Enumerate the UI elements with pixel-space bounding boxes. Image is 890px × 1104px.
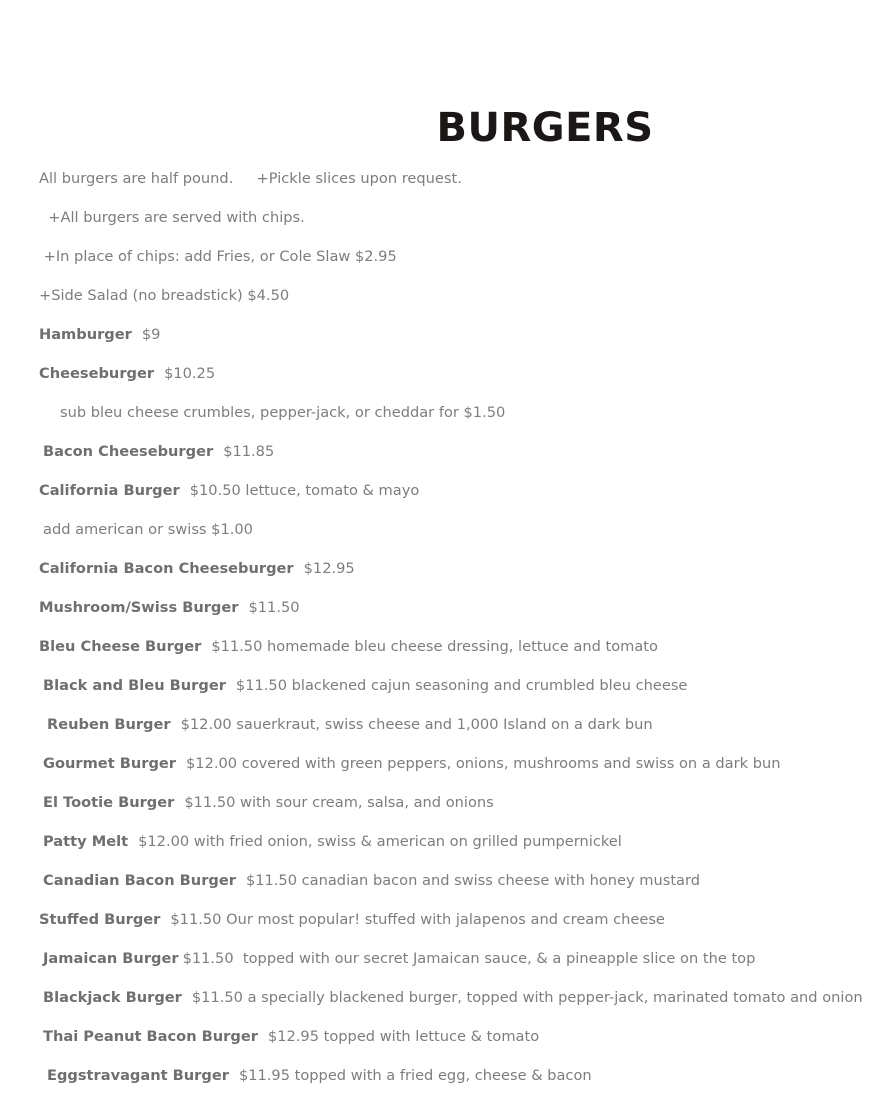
menu-item-bleu-cheese-burger: Bleu Cheese Burger $11.50 homemade bleu cheese dressing, lettuce and tomato xyxy=(39,638,658,655)
menu-item-california-bacon-cheeseburger: California Bacon Cheeseburger $12.95 xyxy=(39,560,355,577)
menu-item-bacon-cheeseburger: Bacon Cheeseburger $11.85 xyxy=(43,443,275,460)
menu-item-el-tootie-burger: El Tootie Burger $11.50 with sour cream, salsa, and onions xyxy=(43,794,494,811)
menu-item-note: sub bleu cheese crumbles, pepper-jack, or cheddar for $1.50 xyxy=(60,404,506,421)
menu-item-jamaican-burger: Jamaican Burger $11.50 topped with our secret Jamaican sauce, & a pineapple slice on the top xyxy=(43,950,756,967)
burger-menu xyxy=(39,168,863,1104)
menu-item-blackjack-burger: Blackjack Burger $11.50 a specially blackened burger, topped with pepper-jack, marinated tomato and onion xyxy=(43,989,863,1006)
menu-note: +In place of chips: add Fries, or Cole Slaw $2.95 xyxy=(39,248,397,265)
menu-item-hamburger: Hamburger $9 xyxy=(39,326,161,343)
menu-item-canadian-bacon-burger: Canadian Bacon Burger $11.50 canadian bacon and swiss cheese with honey mustard xyxy=(43,872,701,889)
menu-item-stuffed-burger: Stuffed Burger $11.50 Our most popular! stuffed with jalapenos and cream cheese xyxy=(39,911,665,928)
menu-item-eggstravagant-burger: Eggstravagant Burger $11.95 topped with a fried egg, cheese & bacon xyxy=(47,1067,592,1084)
menu-item-patty-melt: Patty Melt $12.00 with fried onion, swiss & american on grilled pumpernickel xyxy=(43,833,622,850)
menu-note: +All burgers are served with chips. xyxy=(39,209,305,226)
menu-item-black-and-bleu-burger: Black and Bleu Burger $11.50 blackened cajun seasoning and crumbled bleu cheese xyxy=(43,677,688,694)
menu-item-mushroom-swiss-burger: Mushroom/Swiss Burger $11.50 xyxy=(39,599,300,616)
menu-item-note: add american or swiss $1.00 xyxy=(43,521,253,538)
menu-item-reuben-burger: Reuben Burger $12.00 sauerkraut, swiss cheese and 1,000 Island on a dark bun xyxy=(47,716,653,733)
menu-item-california-burger: California Burger $10.50 lettuce, tomato & mayo xyxy=(39,482,420,499)
menu-item-cheeseburger: Cheeseburger $10.25 xyxy=(39,365,216,382)
menu-note: All burgers are half pound. +Pickle slices upon request. xyxy=(39,170,462,187)
menu-item-gourmet-burger: Gourmet Burger $12.00 covered with green peppers, onions, mushrooms and swiss on a dark bun xyxy=(43,755,781,772)
menu-note: +Side Salad (no breadstick) $4.50 xyxy=(39,287,290,304)
cropped-text-fragment xyxy=(40,0,360,4)
menu-item-thai-peanut-bacon-burger: Thai Peanut Bacon Burger $12.95 topped with lettuce & tomato xyxy=(43,1028,540,1045)
page-title: BURGERS xyxy=(436,105,654,151)
